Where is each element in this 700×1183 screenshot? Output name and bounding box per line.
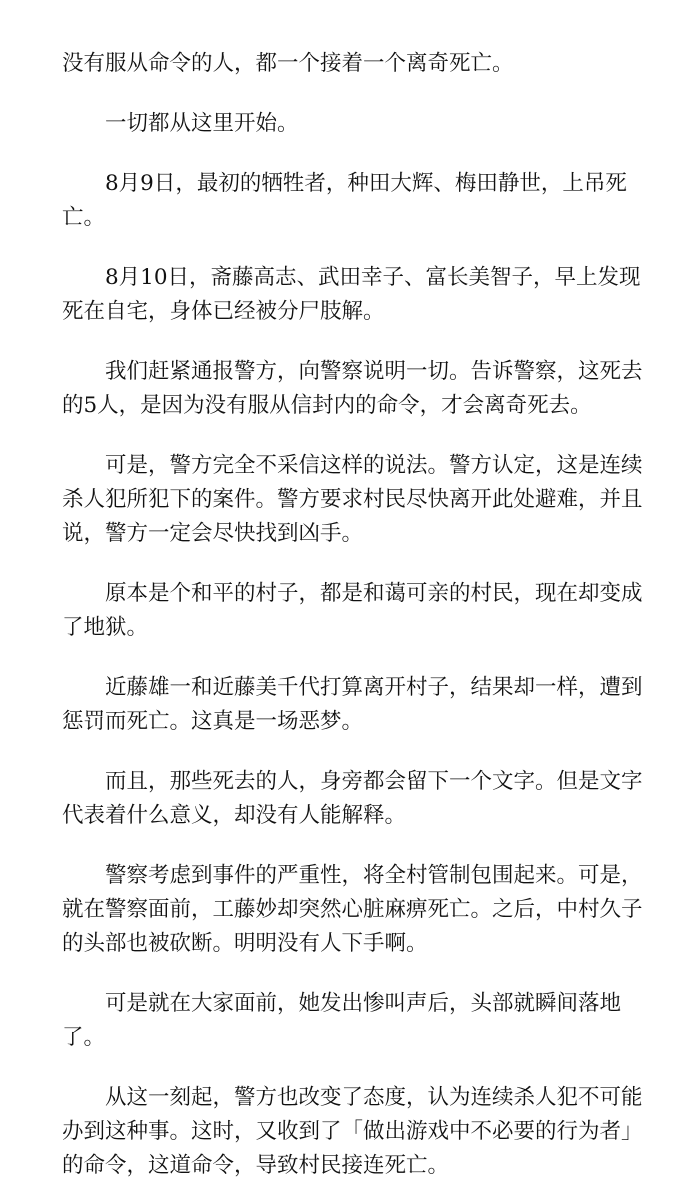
paragraph: 8月10日，斋藤高志、武田幸子、富长美智子，早上发现死在自宅，身体已经被分尸肢解。 xyxy=(62,265,641,324)
paragraph: 我们赶紧通报警方，向警察说明一切。告诉警察，这死去的5人，是因为没有服从信封内的命令，才会离奇死去。 xyxy=(62,359,643,418)
paragraph: 从这一刻起，警方也改变了态度，认为连续杀人犯不可能办到这种事。这时，又收到了「做出游戏中不必要的行为者」的命令，这道命令，导致村民接连死亡。 xyxy=(62,1085,643,1178)
paragraph: 可是就在大家面前，她发出惨叫声后，头部就瞬间落地了。 xyxy=(62,991,622,1050)
paragraph: 近藤雄一和近藤美千代打算离开村子，结果却一样，遭到惩罚而死亡。这真是一场恶梦。 xyxy=(62,675,643,734)
paragraph: 一切都从这里开始。 xyxy=(105,111,299,136)
paragraph: 可是，警方完全不采信这样的说法。警方认定，这是连续杀人犯所犯下的案件。警方要求村民尽快离开此处避难，并且说，警方一定会尽快找到凶手。 xyxy=(62,453,643,546)
paragraph: 8月9日，最初的牺牲者，种田大辉、梅田静世，上吊死亡。 xyxy=(62,171,627,230)
paragraph: 原本是个和平的村子，都是和蔼可亲的村民，现在却变成了地狱。 xyxy=(62,581,643,640)
paragraph: 警察考虑到事件的严重性，将全村管制包围起来。可是，就在警察面前，工藤妙却突然心脏麻痹死亡。之后，中村久子的头部也被砍断。明明没有人下手啊。 xyxy=(62,863,643,956)
paragraph: 没有服从命令的人，都一个接着一个离奇死亡。 xyxy=(62,51,514,76)
paragraph: 而且，那些死去的人，身旁都会留下一个文字。但是文字代表着什么意义，却没有人能解释。 xyxy=(62,769,643,828)
